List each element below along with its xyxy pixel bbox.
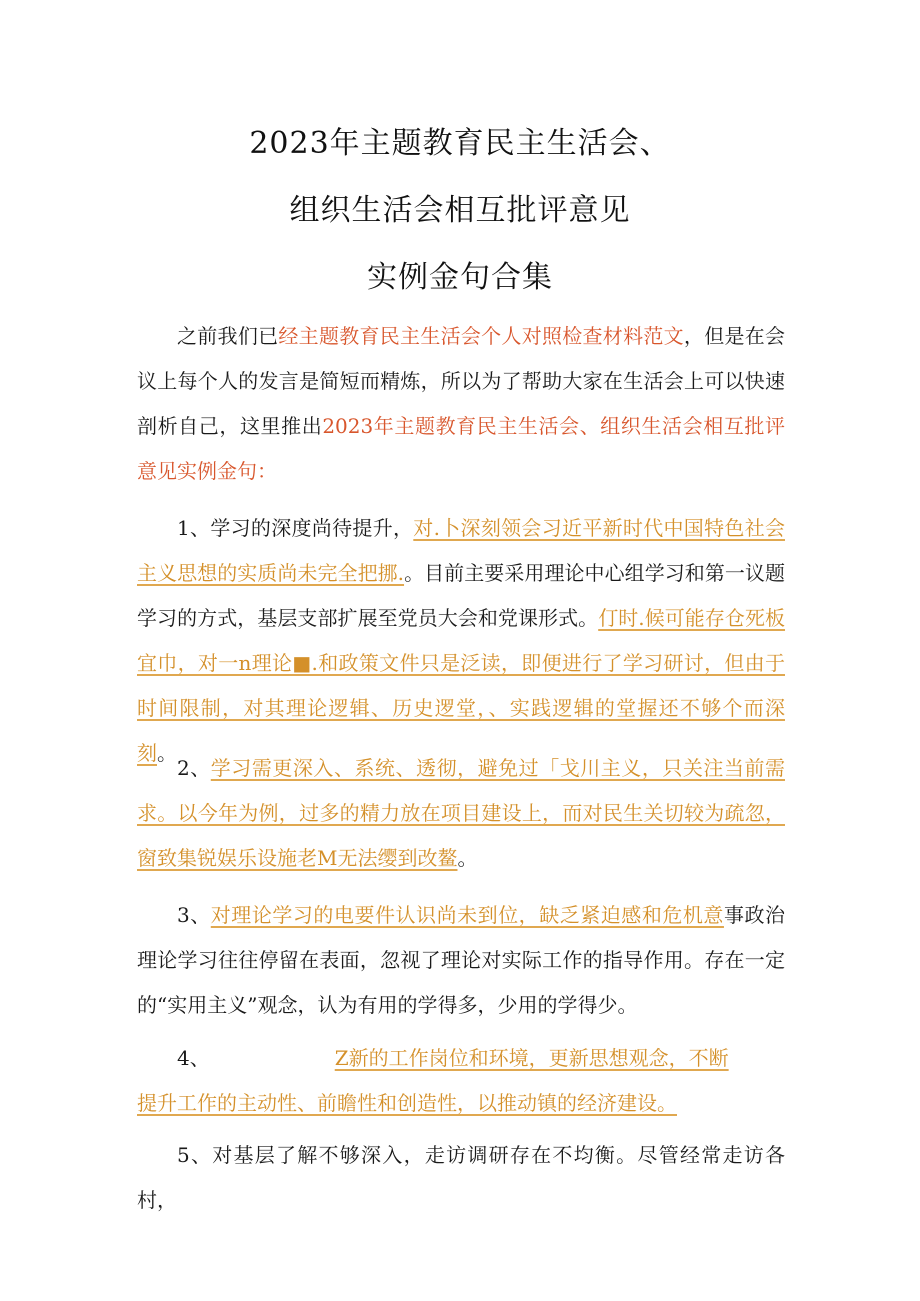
- item-4-highlight-a: Z新的工作岗位和环境，更新思想观念，不断: [334, 1046, 729, 1070]
- item-1-highlight-a: 对.卜深刻领会习近平新时代中国特色社会主义思想的实质尚未完全把挪.: [137, 516, 785, 585]
- highlight-title: 2023年主题教育民主生活会、组织生活会相互批评意见实例金句: [137, 414, 785, 483]
- title-line-3: 实例金句合集: [367, 260, 553, 295]
- item-3-paragraph: 3、对理论学习的电要件认识尚未到位，缺乏紧迫感和危机意事政治理论学习往往停留在表面，忽视了理论对实际工作的指导作用。存在一定的“实用主义”观念，认为有用的学得多，少用的学得少。: [137, 903, 786, 1017]
- item-2-highlight: 学习需更深入、系统、透彻，避免过「戈川主义，只关注当前需求。以今年为例，过多的精力放在项目建设上，而对民生关切较为疏忽，窗致集锐娱乐设施老M无法缨到改鳌: [137, 756, 785, 870]
- material-link[interactable]: 经主题教育民主生活会个人对照检查材料范文: [278, 324, 684, 348]
- item-1-paragraph: 1、学习的深度尚待提升，对.卜深刻领会习近平新时代中国特色社会主义思想的实质尚未完全把挪.。目前主要采用理论中心组学习和第一议题学习的方式，基层支部扩展至党员大会和党课形式。仃时.候可能存仓死板宜巾，对一n理论■.和政策文件只是泛读，即便进行了学习研讨，但由于时间限制，对其理论逻辑、历史逻堂，、实践逻辑的堂握还不够个而深刻。: [137, 516, 786, 765]
- item-2-paragraph: 2、学习需更深入、系统、透彻，避免过「戈川主义，只关注当前需求。以今年为例，过多的精力放在项目建设上，而对民生关切较为疏忽，窗致集锐娱乐设施老M无法缨到改鳌。: [137, 756, 785, 870]
- item-3-highlight: 对理论学习的电要件认识尚未到位，缺乏紧迫感和危机意: [210, 903, 724, 927]
- item-1-highlight-b: 仃时.候可能存仓死板宜巾，对一n理论■.和政策文件只是泛读，即便进行了学习研讨，但由于时间限制，对其理论逻辑、历史逻堂，、实践逻辑的堂握还不够个而深刻: [137, 606, 786, 765]
- title-line-1: 2023年主题教育民主生活会、: [249, 126, 671, 161]
- item-4-highlight-b: 提升工作的主动性、前瞻性和创造性，以推动镇的经济建设。: [137, 1091, 677, 1115]
- intro-paragraph: 之前我们已经主题教育民主生活会个人对照检查材料范文，但是在会议上每个人的发言是简短而精炼，所以为了帮助大家在生活会上可以快速剖析自己，这里推出2023年主题教育民主生活会、组织生活会相互批评意见实例金句：: [137, 324, 786, 483]
- item-4-paragraph: 4、 Z新的工作岗位和环境，更新思想观念，不断 提升工作的主动性、前瞻性和创造性，以推动镇的经济建设。: [137, 1046, 729, 1115]
- title-line-2: 组织生活会相互批评意见: [289, 193, 631, 228]
- item-5-paragraph: 5、对基层了解不够深入，走访调研存在不均衡。尽管经常走访各村，: [137, 1143, 785, 1212]
